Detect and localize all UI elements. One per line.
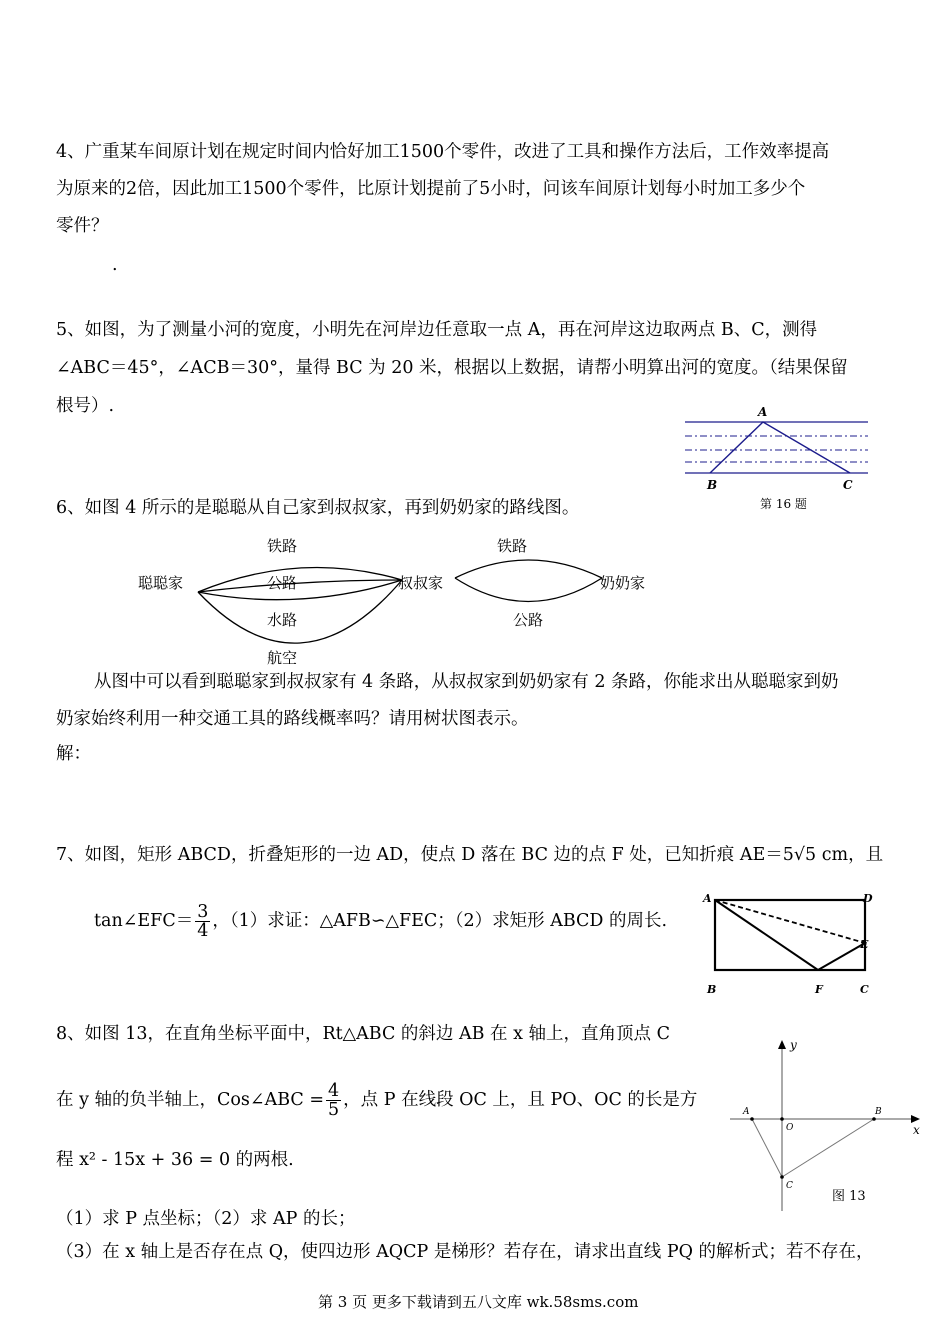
q4-line3: 零件？ [56,216,109,236]
q8-line2 [56,1082,697,1119]
rect-label-f: F [815,983,823,996]
label-road-1: 公路 [267,574,298,592]
river-figure [680,400,880,515]
q8-sub2: （3）在 x 轴上是否存在点 Q，使四边形 AQCP 是梯形？若存在，请求出直线 PQ 的解析式；若不存在， [56,1242,874,1262]
label-air: 航空 [267,649,298,667]
coord-label-x: x [913,1123,920,1137]
label-water: 水路 [267,611,298,629]
river-label-a: A [758,405,768,419]
q8-fraction [326,1082,341,1119]
label-road-2: 公路 [513,611,544,629]
q8-sub1: （1）求 P 点坐标；（2）求 AP 的长； [56,1209,356,1229]
q6-line3: 奶家始终利用一种交通工具的路线概率吗？请用树状图表示。 [56,709,529,729]
q7-line2 [94,903,667,940]
page-footer: 第 3 页 更多下载请到五八文库 wk.58sms.com [318,1293,639,1311]
river-label-c: C [843,478,853,492]
coord-label-a: A [743,1107,750,1117]
q6-line1: 6、如图 4 所示的是聪聪从自己家到叔叔家，再到奶奶家的路线图。 [56,498,580,518]
coord-label-o: O [786,1123,794,1133]
label-uncle: 叔叔家 [398,574,444,592]
coord-caption: 图 13 [832,1189,866,1204]
q4-line1: 4、广重某车间原计划在规定时间内恰好加工1500个零件，改进了工具和操作方法后，工作效率提高 [56,142,830,162]
label-grandma: 奶奶家 [600,574,646,592]
rect-label-a: A [703,892,712,905]
q6-answer: 解： [56,744,91,764]
q7-frac-den: 4 [197,921,209,941]
rect-label-c: C [860,983,869,996]
q8-line1: 8、如图 13，在直角坐标平面中，Rt△ABC 的斜边 AB 在 x 轴上，直角顶点 C [56,1024,670,1044]
q8-line2-prefix: 在 y 轴的负半轴上，Cos∠ABC = [56,1090,325,1110]
q8-frac-num: 4 [328,1081,340,1101]
coord-label-y: y [790,1038,797,1052]
label-rail-2: 铁路 [497,537,528,555]
label-rail-1: 铁路 [267,537,298,555]
q4-dot: . [112,255,118,275]
q7-line1: 7、如图，矩形 ABCD，折叠矩形的一边 AD，使点 D 落在 BC 边的点 F 处，已知折痕 AE＝5√5 cm，且 [56,845,884,865]
q4-line2: 为原来的2倍，因此加工1500个零件，比原计划提前了5小时，问该车间原计划每小时加工多少个 [56,179,806,199]
river-label-b: B [707,478,718,492]
q7-tan-suffix: ，（1）求证：△AFB∽△FEC；（2）求矩形 ABCD 的周长. [212,911,668,931]
coordinate-figure [720,1035,930,1215]
q5-line3: 根号）. [56,396,115,416]
river-caption: 第 16 题 [760,497,807,511]
q7-frac-num: 3 [197,902,209,922]
q7-fraction [195,903,210,940]
q8-line3: 程 x² - 15x + 36 = 0 的两根. [56,1150,294,1170]
q6-line2: 从图中可以看到聪聪家到叔叔家有 4 条路，从叔叔家到奶奶家有 2 条路，你能求出从聪聪家到奶 [94,672,839,692]
label-home: 聪聪家 [138,574,184,592]
q8-frac-den: 5 [328,1100,340,1120]
coord-label-b: B [875,1107,882,1117]
rect-label-b: B [707,983,717,996]
q5-line1: 5、如图，为了测量小河的宽度，小明先在河岸边任意取一点 A，再在河岸这边取两点 B、C，测得 [56,320,818,340]
route-figure [130,530,670,670]
coord-label-c: C [786,1181,793,1191]
rect-label-d: D [863,892,873,905]
rectangle-figure [700,890,890,1000]
q7-tan-prefix: tan∠EFC＝ [94,911,194,931]
q5-line2: ∠ABC＝45°，∠ACB＝30°，量得 BC 为 20 米，根据以上数据，请帮小明算出河的宽度。（结果保留 [56,358,848,378]
rect-label-e: E [860,938,869,951]
q8-line2-suffix: ，点 P 在线段 OC 上，且 PO、OC 的长是方 [343,1090,698,1110]
